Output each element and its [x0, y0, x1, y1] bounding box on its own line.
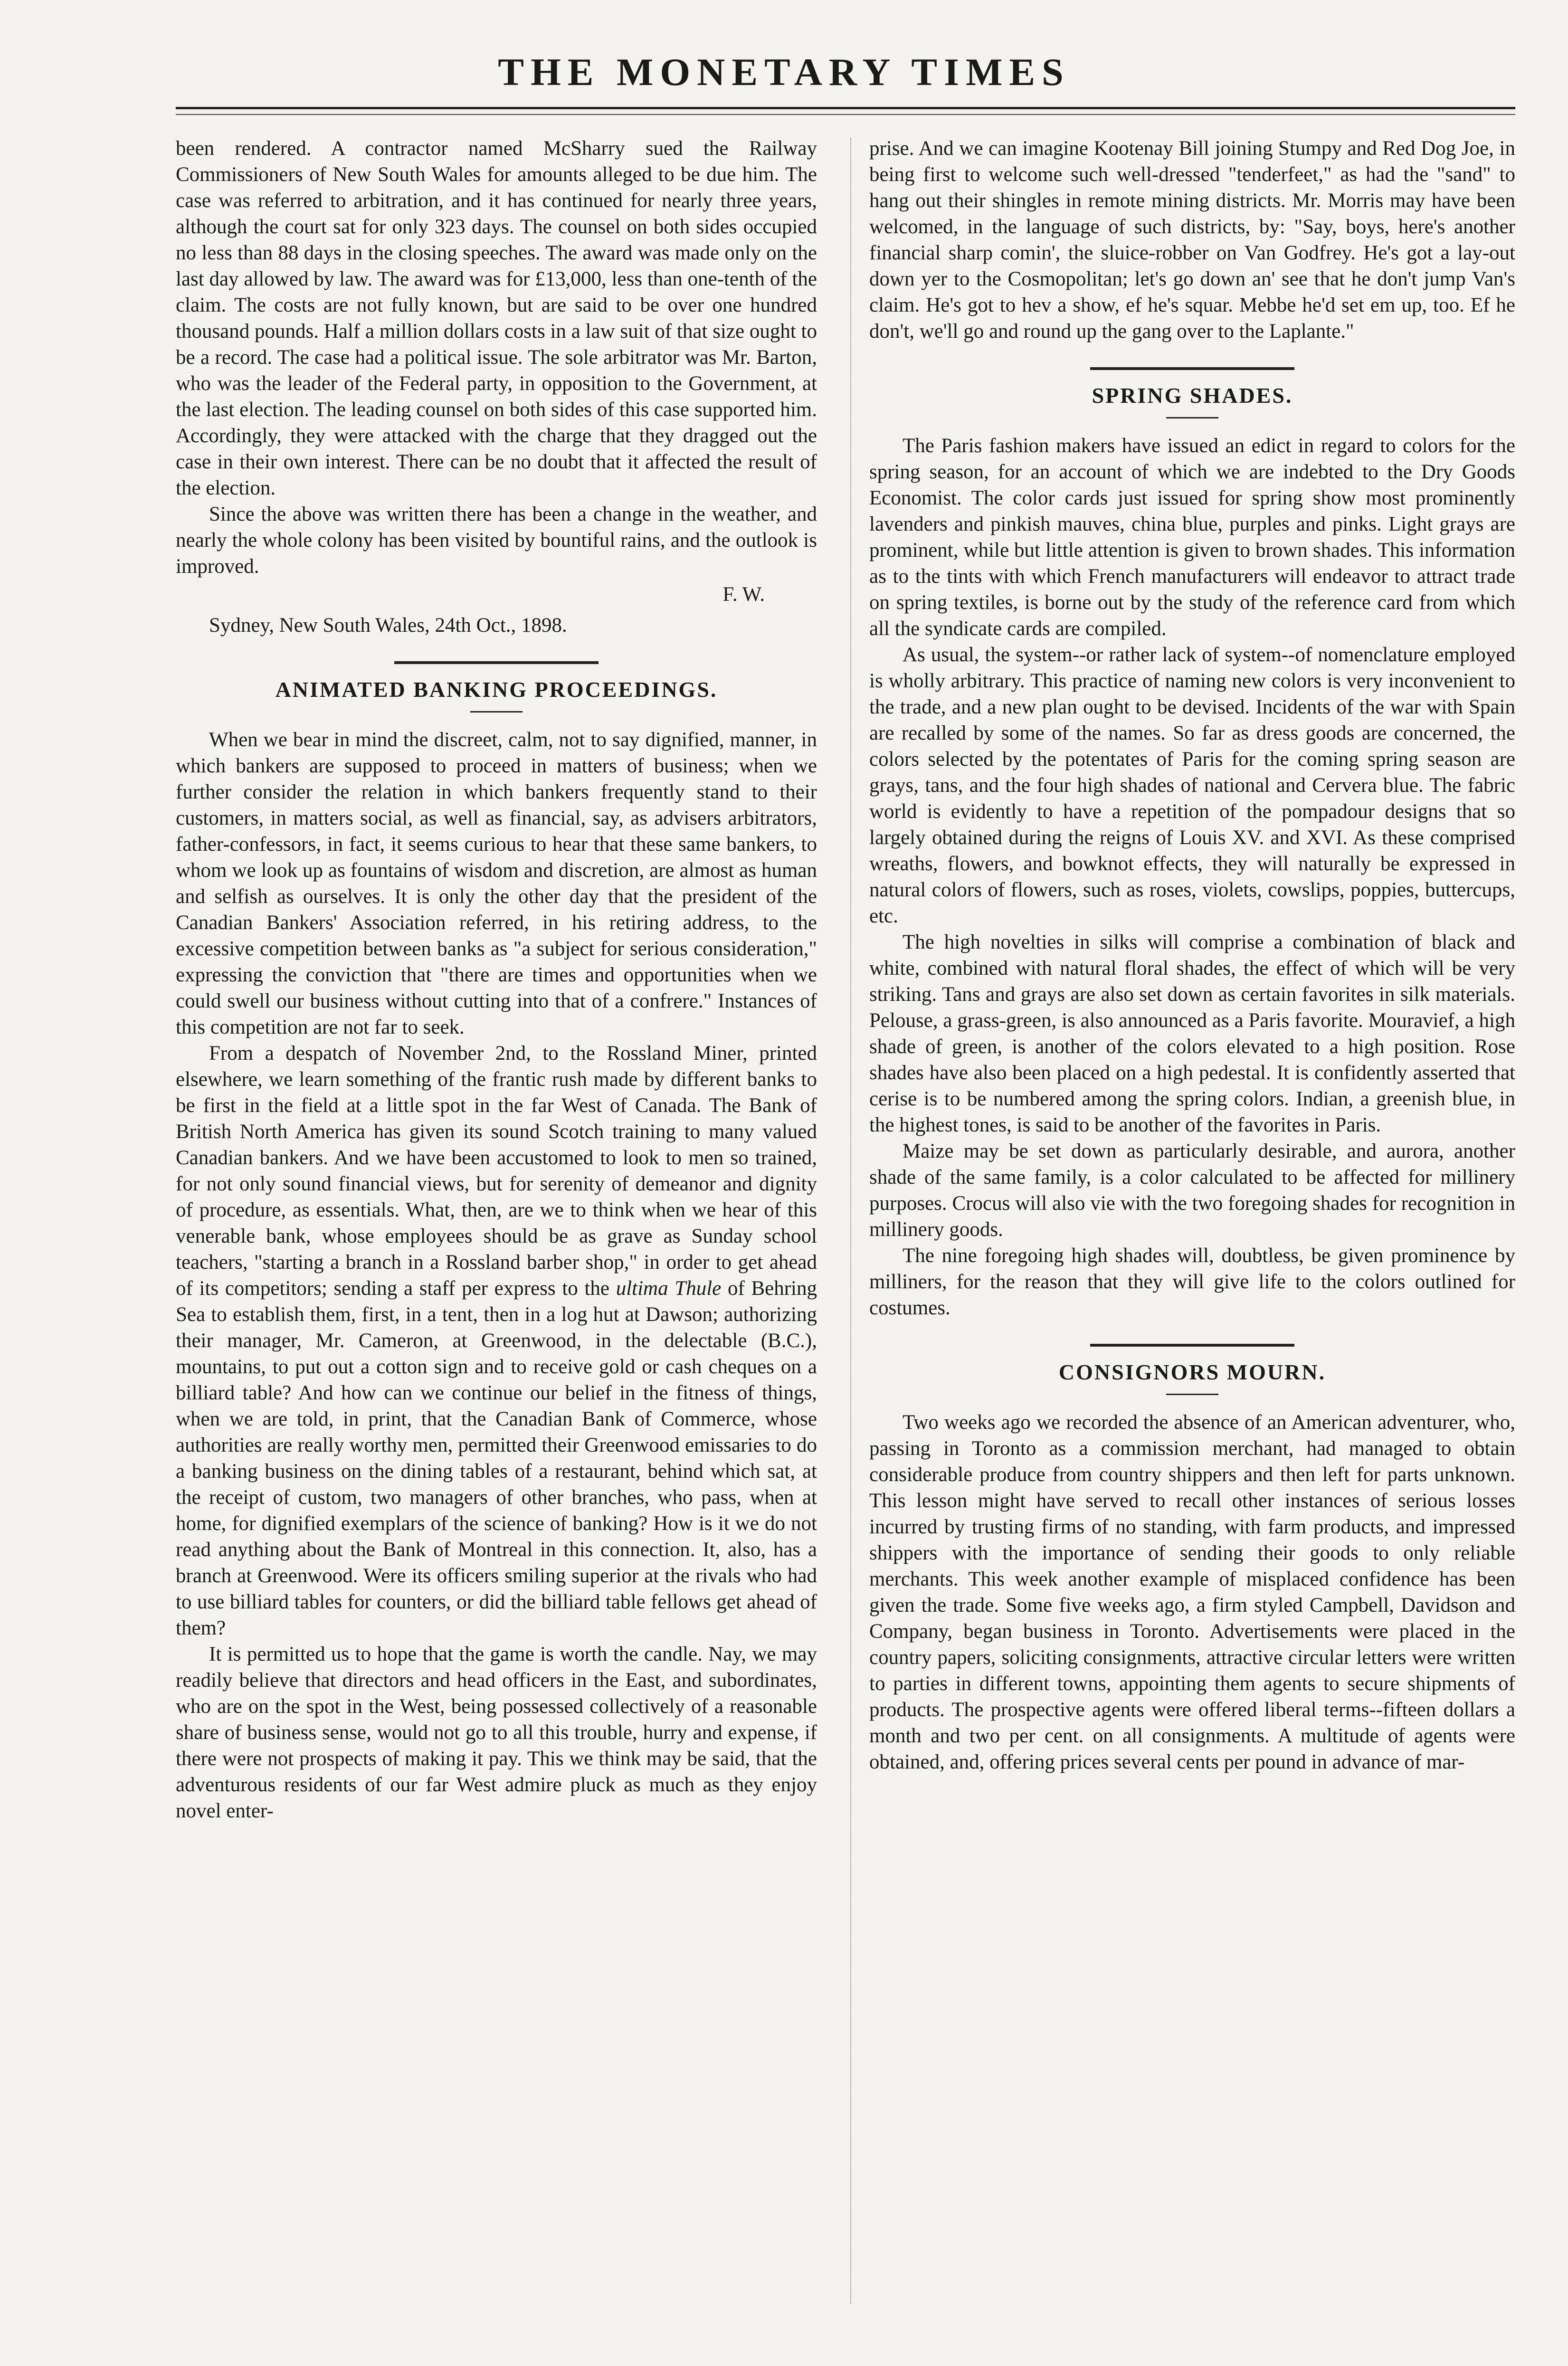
article-postscript: Since the above was written there has been a change in the weather, and nearly the whole colony has been visited by bountiful rains, and the outlook is improved. — [176, 503, 817, 578]
spring-paragraph-5: The nine foregoing high shades will, doubtless, be given prominence by milliners, for the reason that they will give life to the colors outlined for costumes. — [869, 1245, 1515, 1319]
section-rule — [1090, 367, 1294, 370]
spring-paragraph-1: The Paris fashion makers have issued an edict in regard to colors for the spring season, for an account of which we are indebted to the Dry Goods Economist. The color cards just issued for spring show most prominently lavenders and pinkish mauves, china blue, purples and pinks. Light grays are prominent, while but little attention is given to brown shades. This information as to the tints with which French manufacturers will endeavor to attract trade on spring textiles, is borne out by the study of the reference card from which all the syndicate cards are compiled. — [869, 435, 1515, 640]
spring-paragraph-3: The high novelties in silks will comprise a combination of black and white, combined with natural floral shades, the effect of which will be very striking. Tans and grays are also set down as certain favorites in silk materials. Pelouse, a grass-green, is also announced as a Paris favorite. Mouravief, a high shade of green, is another of the colors elevated to a high position. Rose shades have also been placed on a high pedestal. It is confidently asserted that cerise is to be numbered among the spring colors. Indian, a greenish blue, in the highest tones, is said to be another of the favorites in Paris. — [869, 931, 1515, 1136]
heading-dash — [1166, 417, 1218, 418]
section-rule — [394, 661, 599, 664]
masthead-title: THE MONETARY TIMES — [498, 50, 1070, 94]
banking-continuation: prise. And we can imagine Kootenay Bill joining Stumpy and Red Dog Joe, in being first to welcome such well-dressed "tenderfeet," as had the "sand" to hang out their shingles in remote mining districts. Mr. Morris may have been welcomed, in the language of such districts, by: "Say, boys, here's another financial sharp comin', the sluice-robber on Van Godfrey. He's got a lay-out down yer to the Cosmopolitan; let's go down an' see that he don't jump Van's claim. He's got to hev a show, ef he's squar. Mebbe he'd set em up, too. Ef he don't, we'll go and round up the gang over to the Laplante." — [869, 137, 1515, 342]
spring-paragraph-2: As usual, the system--or rather lack of system--of nomenclature employed is wholly arbitrary. This practice of naming new colors is very inconvenient to the trade, and a new plan ought to be devised. Incidents of the war with Spain are recalled by some of the names. So far as dress goods are concerned, the colors selected by the potentates of Paris for the coming spring season are grays, tans, and the four high shades of national and Cervera blue. The fabric world is evidently to have a repetition of the pompadour designs that so largely obtained during the reigns of Louis XV. and XVI. As these comprised wreaths, flowers, and bowknot effects, they will naturally be expressed in natural colors of flowers, such as roses, violets, cowslips, poppies, buttercups, etc. — [869, 644, 1515, 927]
banking-paragraph-2-italic: ultima Thule — [616, 1277, 722, 1300]
heading-consignors-mourn: CONSIGNORS MOURN. — [1058, 1360, 1326, 1384]
banking-paragraph-1: When we bear in mind the discreet, calm, not to say dignified, manner, in which bankers are supposed to proceed in matters of business; when we further consider the relation in which bankers frequently stand to their customers, in matters social, as well as financial, say, as advisers arbitrators, father-confessors, in fact, it seems curious to hear that these same bankers, to whom we look up as fountains of wisdom and discretion, are almost as human and selfish as ourselves. It is only the other day that the president of the Canadian Bankers' Association referred, in his retiring address, to the excessive competition between banks as "a subject for serious consideration," expressing the conviction that "there are times and opportunities when we could swell our business without cutting into that of a confrere." Instances of this competition are not far to seek. — [176, 729, 817, 1038]
masthead-rule — [176, 107, 1515, 109]
article-signature: F. W. — [722, 583, 765, 606]
spring-paragraph-4: Maize may be set down as particularly desirable, and aurora, another shade of the same family, is a color calculated to be affected for millinery purposes. Crocus will also vie with the two foregoing shades for recognition in millinery goods. — [869, 1140, 1515, 1241]
heading-dash — [1166, 1394, 1218, 1395]
banking-paragraph-3: It is permitted us to hope that the game is worth the candle. Nay, we may readily believe that directors and head officers in the East, and subordinates, who are on the spot in the West, being possessed collectively of a reasonable share of business sense, would not go to all this trouble, hurry and expense, if there were not prospects of making it pay. This we think may be said, that the adventurous residents of our far West admire pluck as much as they enjoy novel enter- — [176, 1643, 817, 1822]
heading-spring-shades: SPRING SHADES. — [1092, 383, 1293, 408]
column-divider — [850, 138, 851, 2304]
consignors-paragraph-1: Two weeks ago we recorded the absence of an American adventurer, who, passing in Toronto as a commission merchant, had managed to obtain considerable produce from country shippers and then left for parts unknown. This lesson might have served to recall other instances of serious losses incurred by trusting firms of no standing, with farm products, and impressed shippers with the importance of sending their goods to only reliable merchants. This week another example of misplaced confidence has been given the trade. Some five weeks ago, a firm styled Campbell, Davidson and Company, began business in Toronto. Advertisements were placed in the country papers, soliciting consignments, attractive circular letters were written to parties in different towns, appointing them agents to secure shipments of products. The prospective agents were offered liberal terms--fifteen dollars a month and two per cent. on all consignments. A multitude of agents were obtained, and, offering prices several cents per pound in advance of mar- — [869, 1411, 1515, 1773]
banking-paragraph-2 — [176, 1040, 817, 1641]
heading-dash — [470, 711, 523, 713]
article-dateline: Sydney, New South Wales, 24th Oct., 1898. — [209, 614, 567, 637]
left-column — [176, 135, 817, 1824]
banking-paragraph-2-b: of Behring Sea to establish them, first, in a tent, then in a log hut at Dawson; authorizing their manager, Mr. Cameron, at Greenwood, in the delectable (B.C.), mountains, to put out a cotton sign and to receive gold or cash cheques on a billiard table? And how can we continue our belief in the fitness of things, when we are told, in print, that the Canadian Bank of Commerce, whose authorities are really worthy men, permitted their Greenwood emissaries to do a banking business on the dining tables of a restaurant, behind which sat, at the receipt of custom, two managers of other branches, who pass, when at home, for dignified exemplars of the science of banking? How is it we do not read anything about the Bank of Montreal in this connection. It, also, has a branch at Greenwood. Were its officers smiling superior at the rivals who had to use billiard tables for counters, or did the billiard table fellows get ahead of them? — [176, 1277, 817, 1639]
banking-paragraph-2-a: From a despatch of November 2nd, to the Rossland Miner, printed elsewhere, we learn something of the frantic rush made by different banks to be first in the field at a little spot in the far West of Canada. The Bank of British North America has given its sound Scotch training to many valued Canadian bankers. And we have been accustomed to look to men so trained, for not only sound financial views, but for serenity of demeanor and dignity of procedure, as essentials. What, then, are we to think when we hear of this venerable bank, whose employees should be as grave as Sunday school teachers, "starting a branch in a Rossland barber shop," in order to get ahead of its competitors; sending a staff per express to the — [176, 1042, 817, 1300]
heading-animated-banking: ANIMATED BANKING PROCEEDINGS. — [275, 677, 718, 702]
article-continuation: been rendered. A contractor named McSharry sued the Railway Commissioners of New South Wales for amounts alleged to be due him. The case was referred to arbitration, and it has continued for nearly three years, although the court sat for only 323 days. The counsel on both sides occupied no less than 88 days in the closing speeches. The award was made only on the last day allowed by law. The award was for £13,000, less than one-tenth of the claim. The costs are not fully known, but are said to be over one hundred thousand pounds. Half a million dollars costs in a law suit of that size ought to be a record. The case had a political issue. The sole arbitrator was Mr. Barton, who was the leader of the Federal party, in opposition to the Government, at the last election. The leading counsel on both sides of this case supported him. Accordingly, they were attacked with the charge that they dragged out the case in their own interest. There can be no doubt that it affected the result of the election. — [176, 137, 817, 499]
right-column — [869, 135, 1515, 1775]
section-rule — [1090, 1344, 1294, 1347]
masthead-rule-thin — [176, 114, 1515, 115]
